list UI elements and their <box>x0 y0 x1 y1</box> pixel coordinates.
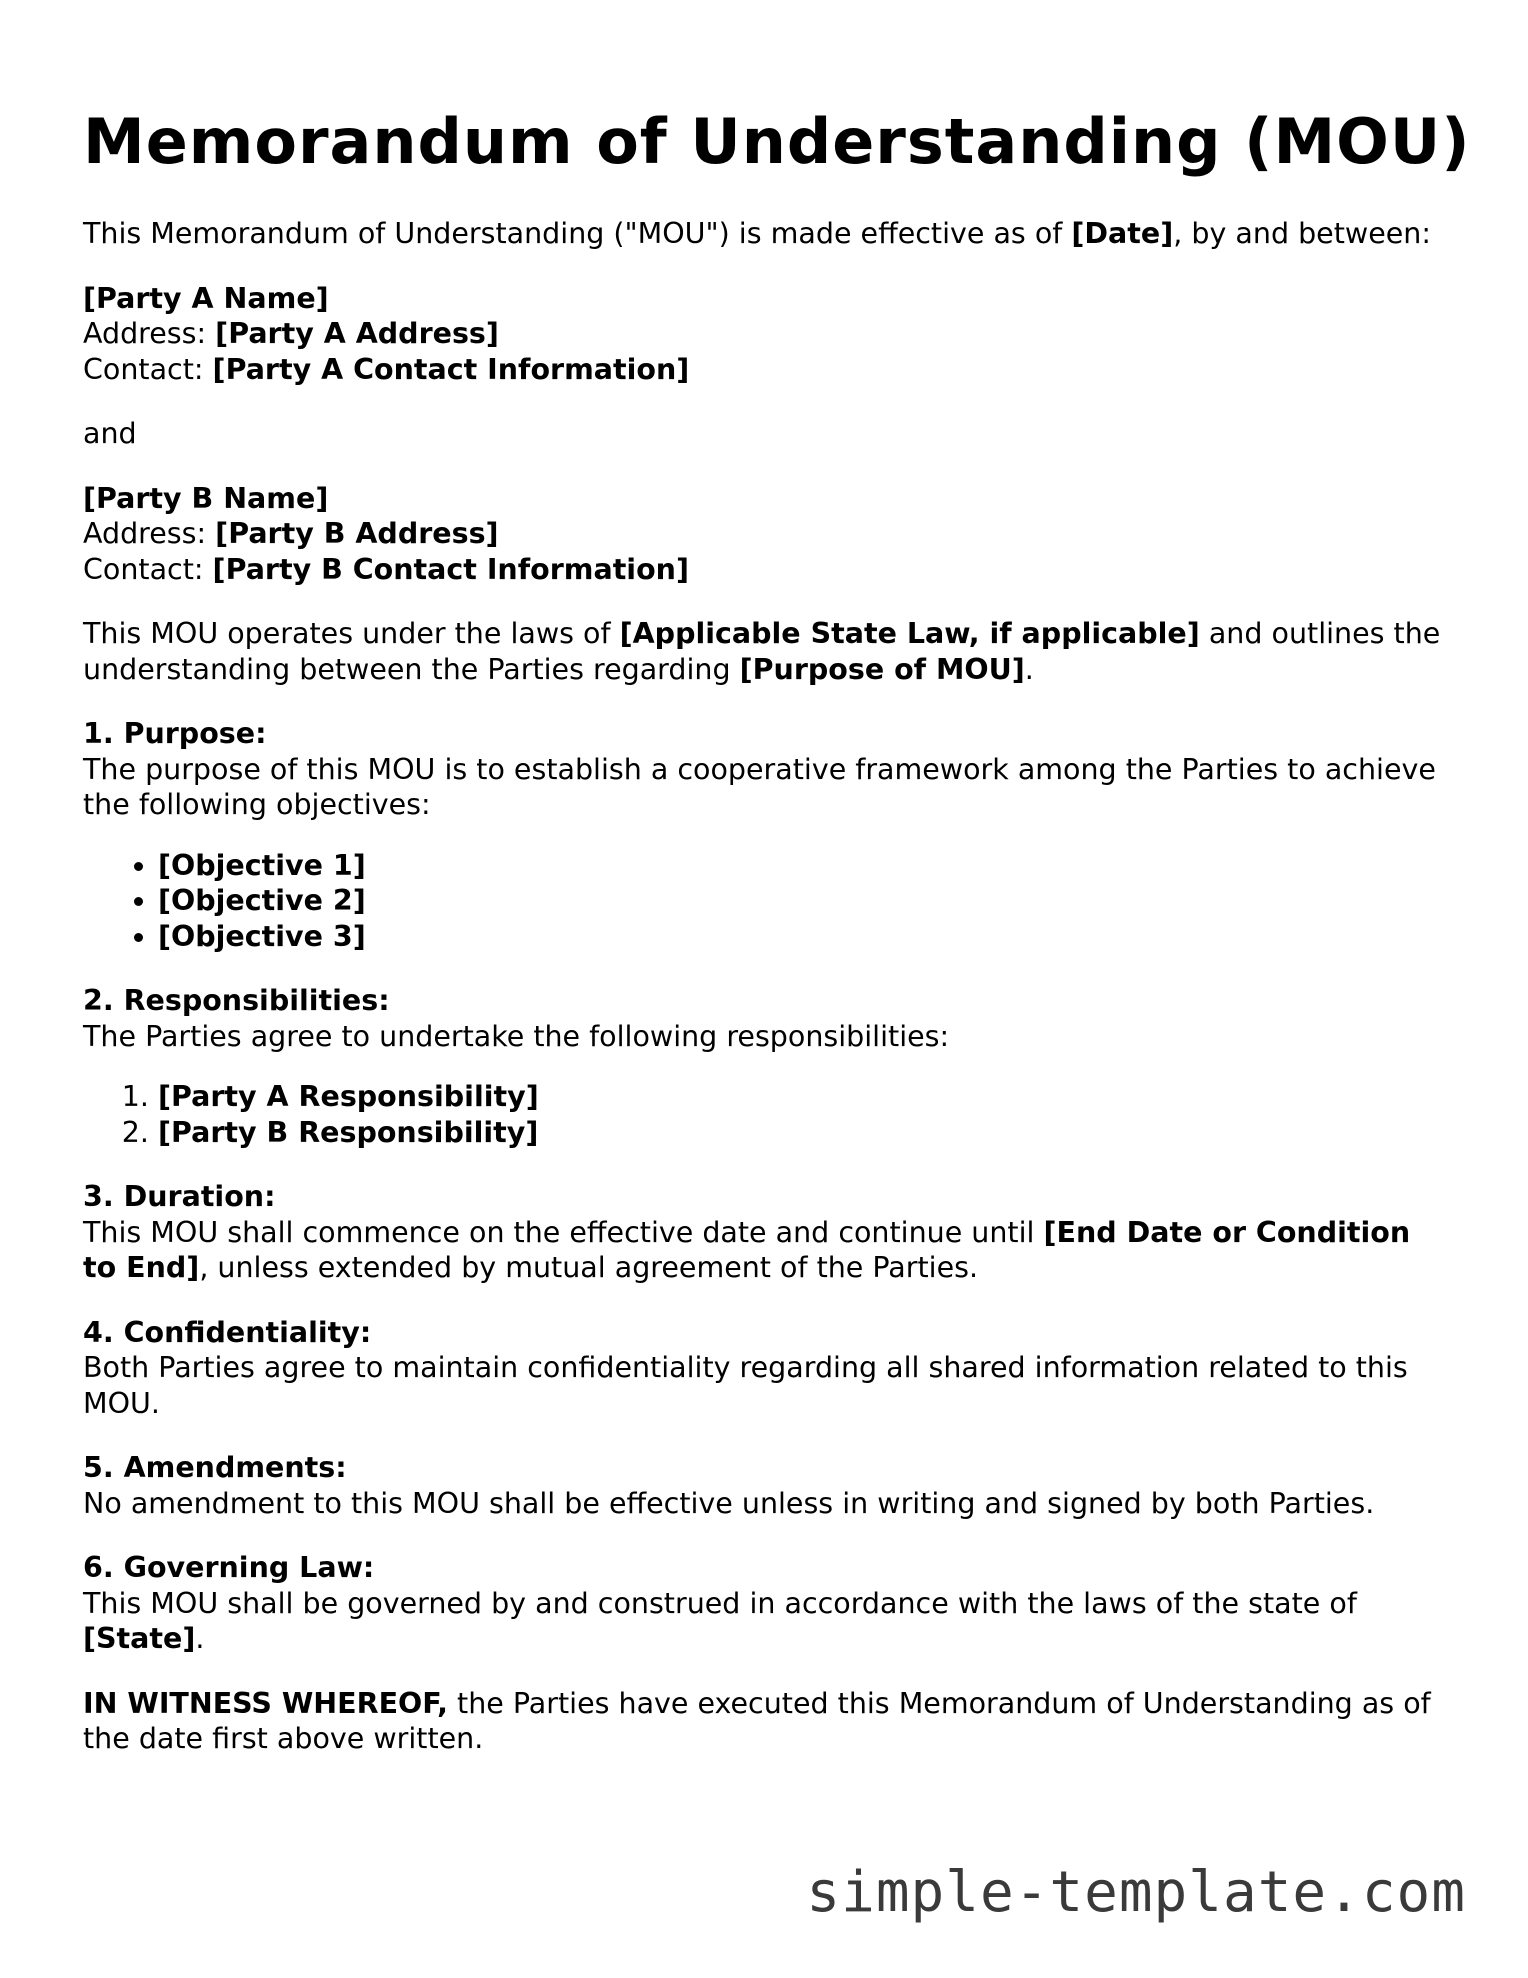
document-title: Memorandum of Understanding (MOU) <box>83 105 1471 178</box>
section-duration: 3. Duration: This MOU shall commence on the effective date and continue until [End Date or Condition to End], unless extended by mutual agreement of the Parties. <box>83 1179 1453 1286</box>
section-purpose <box>83 716 1453 823</box>
section-title: 1. Purpose: <box>83 717 267 750</box>
section-responsibilities <box>83 983 1453 1054</box>
list-item: • [Objective 1] <box>158 848 1453 884</box>
party-a-block: [Party A Name] Address: [Party A Address] Contact: [Party A Contact Information] <box>83 281 690 386</box>
section-title: 2. Responsibilities: <box>83 984 390 1017</box>
party-b-address: [Party B Address] <box>215 517 499 550</box>
watermark-text: simple-template.com <box>806 1860 1466 1925</box>
responsibilities-list <box>83 1079 1453 1150</box>
party-b-name: [Party B Name] <box>83 481 329 515</box>
section-body: The purpose of this MOU is to establish a cooperative framework among the Parties to achieve the following objectives: <box>83 752 1436 821</box>
end-date-placeholder: [End Date or Condition to End] <box>83 1215 1411 1284</box>
section-body: Both Parties agree to maintain confidentiality regarding all shared information related to this MOU. <box>83 1351 1408 1420</box>
purpose-placeholder: [Purpose of MOU] <box>739 652 1025 686</box>
and-separator: and <box>83 417 137 450</box>
state-placeholder: [State] <box>83 1622 196 1655</box>
section-body: No amendment to this MOU shall be effective unless in writing and signed by both Parties. <box>83 1486 1375 1520</box>
section-title: 6. Governing Law: <box>83 1551 375 1584</box>
section-title: 4. Confidentiality: <box>83 1315 372 1349</box>
date-placeholder: [Date] <box>1071 217 1174 250</box>
laws-paragraph: This MOU operates under the laws of [Applicable State Law, if applicable] and outlines the understanding between the Parties regarding [Purpose of MOU]. <box>83 617 1441 686</box>
list-item: 1. [Party A Responsibility] <box>158 1079 1453 1115</box>
applicable-law-placeholder: [Applicable State Law, if applicable] <box>619 617 1200 650</box>
list-item: • [Objective 3] <box>158 919 1453 955</box>
party-a-address: [Party A Address] <box>215 317 499 350</box>
witness-paragraph: IN WITNESS WHEREOF, the Parties have executed this Memorandum of Understanding as of the date first above written. <box>83 1686 1431 1755</box>
party-a-contact: [Party A Contact Information] <box>212 352 690 386</box>
section-amendments <box>83 1450 1453 1521</box>
list-item: • [Objective 2] <box>158 883 1453 919</box>
section-title: 5. Amendments: <box>83 1451 347 1484</box>
intro-paragraph: This Memorandum of Understanding ("MOU") is made effective as of [Date], by and between: <box>83 217 1431 250</box>
party-a-name: [Party A Name] <box>83 281 329 315</box>
document-body <box>83 216 1453 1786</box>
section-body: The Parties agree to undertake the following responsibilities: <box>83 1019 950 1053</box>
section-confidentiality <box>83 1315 1453 1422</box>
list-item: 2. [Party B Responsibility] <box>158 1115 1453 1151</box>
objectives-list <box>83 848 1453 955</box>
party-b-contact: [Party B Contact Information] <box>212 552 689 586</box>
section-title: 3. Duration: <box>83 1180 276 1213</box>
party-b-block: [Party B Name] Address: [Party B Address] Contact: [Party B Contact Information] <box>83 481 689 586</box>
section-governing-law: 6. Governing Law: This MOU shall be governed by and construed in accordance with the laws of the state of [State]. <box>83 1550 1453 1657</box>
